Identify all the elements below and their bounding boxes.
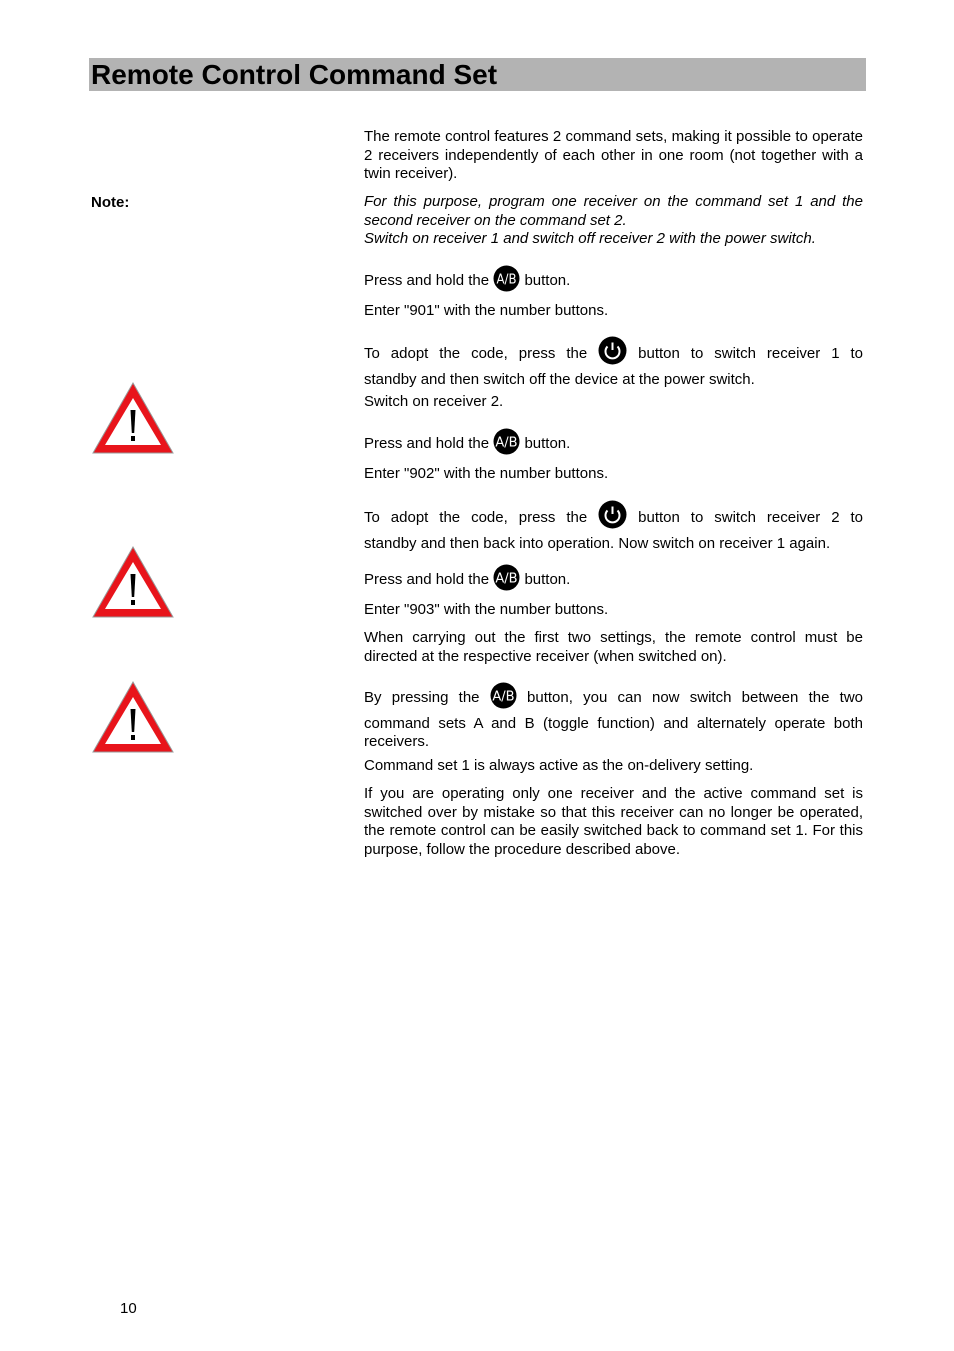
power-button-icon [598, 500, 627, 535]
title-bar [89, 58, 866, 91]
page-title: Remote Control Command Set [91, 59, 498, 90]
step-text: standby and then switch off the device at the power switch. [364, 370, 755, 388]
svg-text:A/B: A/B [496, 272, 517, 288]
always-paragraph: Command set 1 is always active as the on-delivery setting. [364, 757, 754, 774]
ab-button-icon [493, 265, 520, 298]
enter-903: Enter "903" with the number buttons. [364, 601, 609, 618]
step-text: button. [524, 435, 571, 452]
svg-text:A/B: A/B [495, 435, 518, 451]
svg-text:A/B: A/B [492, 689, 515, 705]
step-text: button. [524, 272, 571, 289]
warning-icon [91, 680, 175, 754]
note-label: Note: [91, 194, 130, 211]
step-text: button to switch receiver 2 to [638, 509, 863, 526]
ab-button-icon [493, 428, 520, 461]
step-text: To adopt the code, press the [364, 345, 588, 362]
step-text: To adopt the code, press the [364, 509, 588, 526]
step-text: Press and hold the [364, 571, 490, 588]
step-text: button, you can now switch between the two [527, 689, 864, 706]
ifyou-paragraph: If you are operating only one receiver and the active command set is switched over by mistake so that this receiver can no longer be operated, the remote control can be easily switched back to command set 1. For this purpose, follow the procedure described above. [364, 785, 863, 858]
step-text: standby and then back into operation. Now switch on receiver 1 again. [364, 534, 831, 552]
ab-button-icon [493, 564, 520, 597]
svg-text:A/B: A/B [495, 571, 518, 587]
toggle-line [364, 682, 863, 715]
warning-icon [91, 545, 175, 619]
step-text: button. [524, 571, 571, 588]
warning-icon [91, 381, 175, 455]
carry-paragraph: When carrying out the first two settings, the remote control must be directed at the respective receiver (when switched on). [364, 629, 863, 665]
ab-button-icon [490, 682, 517, 715]
step-text: button to switch receiver 1 to [638, 345, 863, 362]
enter-902: Enter "902" with the number buttons. [364, 465, 609, 482]
step-text: Press and hold the [364, 435, 490, 452]
step-text: By pressing the [364, 689, 480, 706]
note-text-2: Switch on receiver 1 and switch off receiver 2 with the power switch. [364, 230, 816, 247]
step-text: command sets A and B (toggle function) and alternately operate both receivers. [364, 714, 863, 750]
switch-on-receiver-2: Switch on receiver 2. [364, 393, 504, 410]
page-number: 10 [120, 1300, 137, 1317]
adopt-step-1 [364, 336, 863, 389]
hold-ab-step-1 [364, 265, 863, 298]
step-text: Press and hold the [364, 272, 490, 289]
intro-paragraph: The remote control features 2 command sets, making it possible to operate 2 receivers independently of each other in one room (not together with a twin receiver). [364, 128, 863, 182]
hold-ab-step-3 [364, 564, 863, 597]
power-button-icon [598, 336, 627, 371]
hold-ab-step-2 [364, 428, 863, 461]
enter-901: Enter "901" with the number buttons. [364, 302, 609, 319]
adopt-line [364, 336, 863, 371]
note-text-1: For this purpose, program one receiver on the command set 1 and the second receiver on the command set 2. [364, 193, 863, 229]
adopt-line [364, 500, 863, 535]
note-paragraph [364, 193, 863, 249]
toggle-paragraph [364, 682, 863, 752]
adopt-step-2 [364, 500, 863, 553]
